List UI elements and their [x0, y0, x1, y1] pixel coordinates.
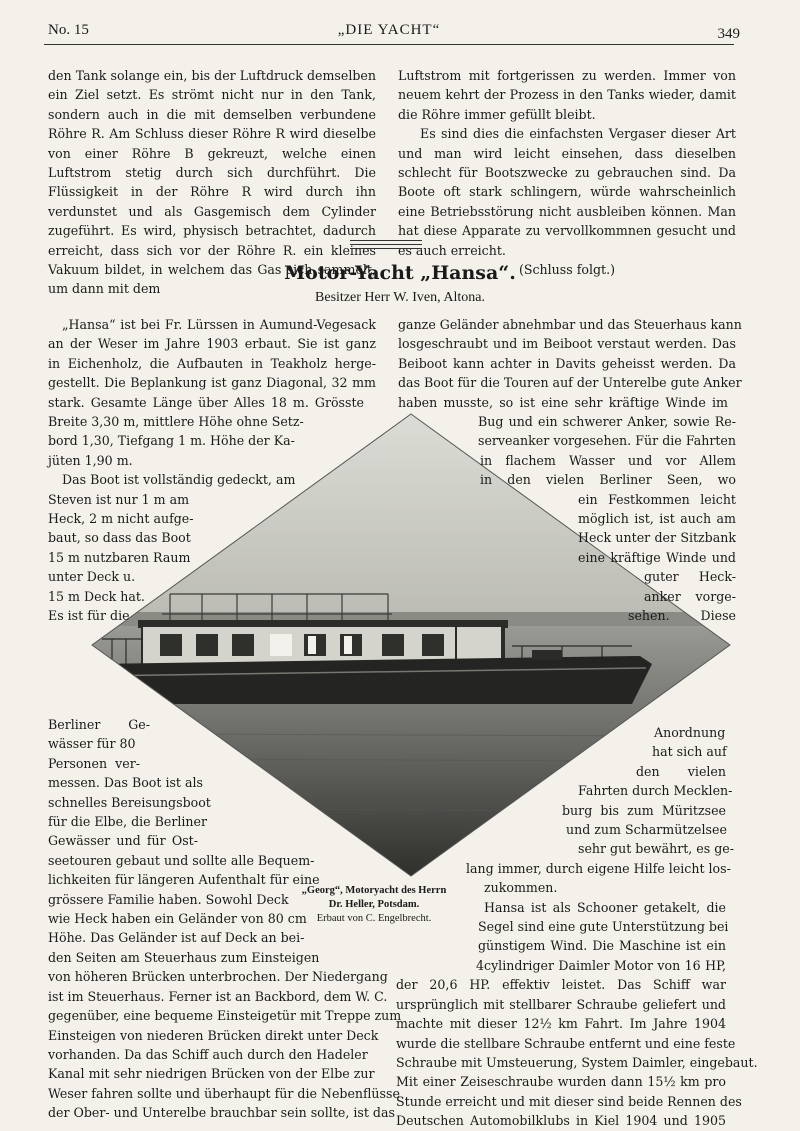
text-line: Es ist für die	[48, 608, 130, 624]
text-line: Fahrten durch Mecklen-	[578, 783, 733, 799]
text-line: von höheren Brücken unterbrochen. Der Niedergang	[48, 969, 388, 985]
text-line: möglich ist, ist auch am	[578, 511, 736, 527]
prev-paragraph: Es sind dies die einfachsten Vergaser dieser Art und man wird leicht einsehen, dass dieselben schlecht für Bootszwecke zu gebrauchen sind. Da Boote oft stark schlingern, würde wahrscheinlich eine Betriebsstörung nicht ausbleiben können. Man hat diese Apparate zu vervollkommnen gesucht und es auch erreicht.	[398, 126, 736, 258]
journal-title: „DIE YACHT“	[337, 22, 441, 38]
text-line: messen. Das Boot ist als	[48, 775, 203, 791]
text-line: sehr gut bewährt, es ge-	[578, 841, 734, 857]
photo-caption	[276, 884, 472, 926]
caption-line: Dr. Heller, Potsdam.	[328, 899, 420, 910]
text-line: machte mit dieser 12½ km Fahrt. Im Jahre 1904	[396, 1016, 726, 1032]
text-line: Beiboot kann achter in Davits geheisst werden. Da	[398, 355, 736, 371]
text-line: in den vielen Berliner Seen, wo	[480, 472, 736, 488]
article-title: Motor-Yacht „Hansa“.	[284, 262, 516, 284]
text-line: schnelles Bereisungsboot	[48, 794, 211, 810]
text-line: ganze Geländer abnehmbar und das Steuerhaus kann	[398, 317, 742, 332]
article-subtitle: Besitzer Herr W. Iven, Altona.	[315, 290, 485, 305]
prev-paragraph: Luftstrom mit fortgerissen zu werden. Immer von neuem kehrt der Prozess in den Tanks wieder, damit die Röhre immer gefüllt bleibt.	[398, 68, 736, 122]
text-line: serveanker vorgesehen. Für die Fahrten	[478, 433, 736, 449]
text-line: baut, so dass das Boot	[48, 530, 191, 546]
article-text-left	[48, 315, 376, 626]
text-line: an der Weser im Jahre 1903 erbaut. Sie ist ganz	[48, 336, 376, 352]
text-line: ursprünglich mit stellbarer Schraube geliefert und	[396, 996, 726, 1012]
article-text-right	[398, 315, 742, 626]
article-separator	[350, 240, 422, 252]
text-line: vorhanden. Da das Schiff auch durch den Hadeler	[48, 1046, 368, 1062]
text-line: Heck unter der Sitzbank	[578, 530, 736, 546]
text-line: wie Heck haben ein Geländer von 80 cm	[48, 911, 307, 927]
text-line: für die Elbe, die Berliner	[48, 814, 207, 830]
text-line: gestellt. Die Beplankung ist ganz Diagonal, 32 mm	[48, 375, 376, 391]
text-line: Breite 3,30 m, mittlere Höhe ohne Setz-	[48, 414, 304, 430]
text-line: jüten 1,90 m.	[48, 452, 133, 468]
text-line: eine kräftige Winde und	[578, 549, 736, 565]
text-line: anker vorge-	[644, 588, 736, 604]
text-line: Höhe. Das Geländer ist auf Deck an bei-	[48, 930, 305, 946]
page-header	[48, 18, 740, 42]
text-line: Berliner Ge-	[48, 717, 150, 732]
prev-article-column-2	[398, 66, 736, 279]
text-line: Einsteigen von niederen Brücken direkt unter Deck	[48, 1027, 379, 1043]
text-line: der 20,6 HP. effektiv leistet. Das Schiff war	[396, 977, 726, 993]
text-line: zukommen.	[484, 880, 558, 896]
text-line: ein Festkommen leicht	[578, 491, 736, 507]
text-line: Anordnung	[654, 725, 726, 740]
text-line: 4cylindriger Daimler Motor von 16 HP,	[476, 957, 726, 973]
text-line: den vielen	[636, 763, 726, 779]
text-line: sehen. Diese	[628, 608, 736, 624]
text-line: lichkeiten für längeren Aufenthalt für eine	[48, 872, 320, 888]
text-line: lang immer, durch eigene Hilfe leicht los-	[466, 860, 731, 876]
caption-line: Erbaut von C. Engelbrecht.	[316, 913, 432, 924]
issue-number: No. 15	[48, 22, 89, 38]
text-line: Mit einer Zeiseschraube wurden dann 15½ km pro	[396, 1074, 726, 1090]
text-line: „Hansa“ ist bei Fr. Lürssen in Aumund-Vegesack	[62, 317, 376, 332]
text-line: losgeschraubt und im Beiboot verstaut werden. Das	[398, 336, 736, 352]
text-line: in Eichenholz, die Aufbauten in Teakholz herge-	[48, 355, 376, 371]
text-line: Heck, 2 m nicht aufge-	[48, 511, 194, 527]
article-text-lower-right	[396, 723, 758, 1131]
text-line: Schraube mit Umsteuerung, System Daimler, eingebaut.	[396, 1054, 758, 1070]
text-line: Gewässer und für Ost-	[48, 833, 198, 849]
text-line: Deutschen Automobilklubs in Kiel 1904 und 1905	[396, 1113, 726, 1129]
text-line: guter Heck-	[644, 569, 736, 585]
continued-note: (Schluss folgt.)	[518, 262, 616, 278]
text-line: Personen ver-	[48, 755, 140, 771]
text-line: den Seiten am Steuerhaus zum Einsteigen	[48, 949, 320, 965]
text-line: und zum Scharmützelsee	[566, 822, 727, 838]
text-line: ist im Steuerhaus. Ferner ist an Backbord, dem W. C.	[48, 988, 388, 1004]
text-line: das Boot für die Touren auf der Unterelbe gute Anker	[398, 375, 742, 391]
caption-line: „Georg“, Motoryacht des Herrn	[301, 885, 447, 896]
text-line: hat sich auf	[652, 744, 727, 760]
text-line: Das Boot ist vollständig gedeckt, am	[62, 472, 296, 488]
text-line: burg bis zum Müritzsee	[562, 802, 726, 818]
text-line: 15 m Deck hat.	[48, 588, 145, 604]
text-line: günstigem Wind. Die Maschine ist ein	[478, 938, 726, 954]
text-line: Steven ist nur 1 m am	[48, 491, 190, 507]
text-line: Kanal mit sehr niedrigen Brücken von der Elbe zur	[48, 1066, 375, 1082]
prev-paragraph: den Tank solange ein, bis der Luftdruck demselben ein Ziel setzt. Es strömt nicht nur in den Tank, sondern auch in die mit demselben verbundene Röhre R. Am Schluss dieser Röhre R wird dieselbe von einer Röhre B gekreuzt, welche einen Luftstrom stetig durch sich durchführt. Die Flüssigkeit in der Röhre R wird durch ihn verdunstet und als Gasgemisch dem Cylinder zugeführt. Es wird, physisch betrachtet, dadurch erreicht, dass sich vor der Röhre R. ein kleines Vakuum bildet, in welchem das Gas sich sammelt, um dann mit dem	[48, 68, 376, 297]
text-line: bord 1,30, Tiefgang 1 m. Höhe der Ka-	[48, 433, 295, 449]
text-line: grössere Familie haben. Sowohl Deck	[48, 891, 289, 907]
text-line: wurde die stellbare Schraube entfernt und eine feste	[396, 1035, 736, 1051]
text-line: stark. Gesamte Länge über Alles 18 m. Grösste	[48, 394, 364, 410]
text-line: wässer für 80	[48, 736, 136, 752]
text-line: unter Deck u.	[48, 569, 136, 585]
text-line: Segel sind eine gute Unterstützung bei	[478, 919, 729, 935]
text-line: 15 m nutzbaren Raum	[48, 549, 191, 565]
text-line: der Ober- und Unterelbe brauchbar sein sollte, ist das	[48, 1105, 395, 1121]
text-line: Hansa ist als Schooner getakelt, die	[484, 899, 726, 915]
text-line: Stunde erreicht und mit dieser sind beide Rennen des	[396, 1093, 742, 1109]
text-line: Weser fahren sollte und überhaupt für die Nebenflüsse	[48, 1085, 400, 1101]
header-rule	[44, 44, 734, 45]
text-line: gegenüber, eine bequeme Einsteigetür mit Treppe zum	[48, 1008, 402, 1024]
text-line: in flachem Wasser und vor Allem	[480, 452, 736, 468]
text-line: Bug und ein schwerer Anker, sowie Re-	[478, 414, 736, 430]
text-line: seetouren gebaut und sollte alle Bequem-	[48, 852, 315, 868]
page-number: 349	[717, 26, 740, 42]
text-line: haben musste, so ist eine sehr kräftige Winde im	[398, 394, 728, 410]
